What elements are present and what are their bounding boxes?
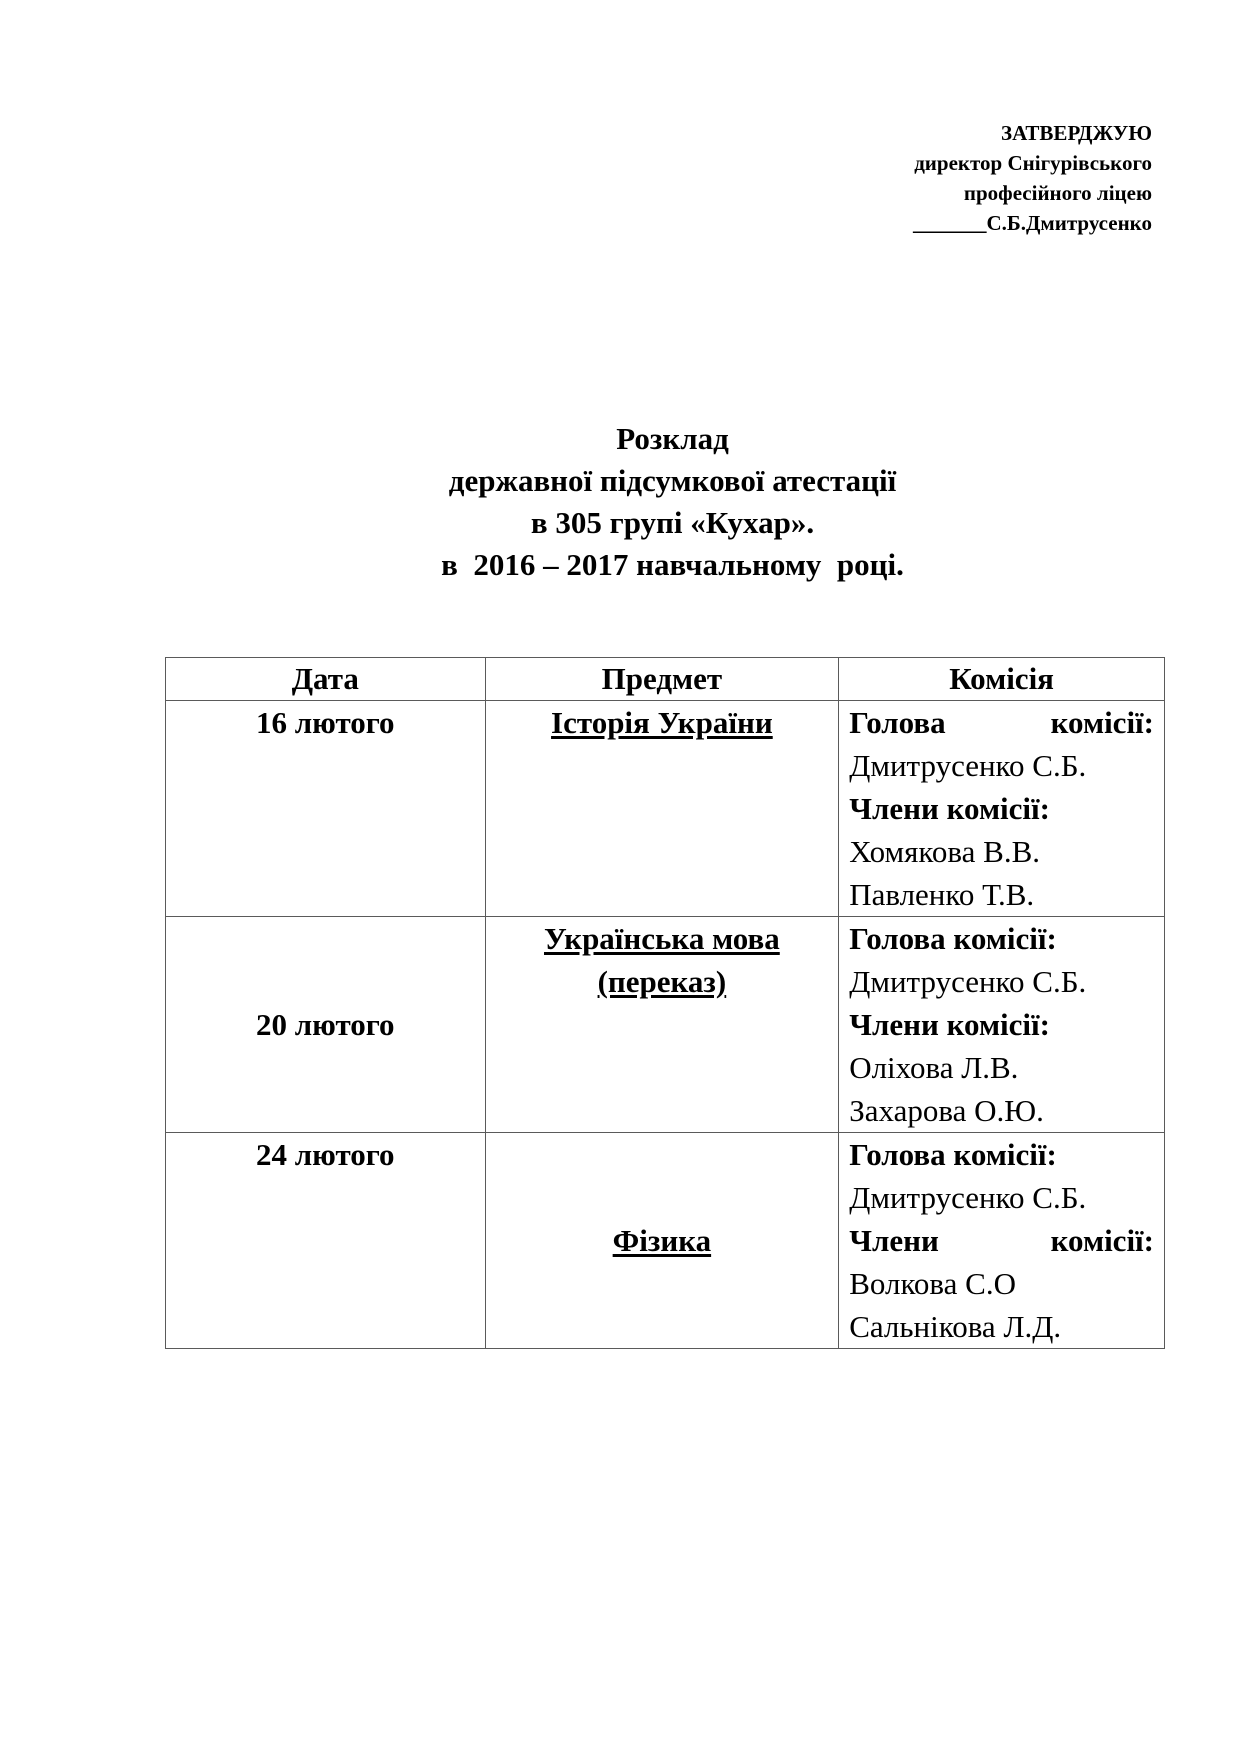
members-label: Члени комісії:	[849, 1007, 1050, 1042]
row-subject	[485, 917, 839, 1133]
member-name: Оліхова Л.В.	[849, 1050, 1019, 1085]
subject-text: (переказ)	[597, 964, 727, 999]
subject-text: Фізика	[612, 1223, 712, 1258]
row-date: 20 лютого	[166, 917, 486, 1133]
subject-text: Історія України	[551, 705, 773, 740]
chair-label	[849, 701, 1154, 744]
title-line-2: державної підсумкової атестації	[448, 463, 897, 498]
chair-name: Дмитрусенко С.Б.	[849, 964, 1087, 999]
table-row	[166, 1133, 1165, 1349]
approval-position: директор Снігурівського	[914, 151, 1152, 175]
member-name: Волкова С.О	[849, 1266, 1016, 1301]
chair-name: Дмитрусенко С.Б.	[849, 748, 1087, 783]
member-name: Сальнікова Л.Д.	[849, 1309, 1062, 1344]
members-label	[849, 1219, 1154, 1262]
approval-signature-line: _______С.Б.Дмитрусенко	[912, 211, 1152, 235]
row-date: 16 лютого	[166, 701, 486, 917]
member-name: Хомякова В.В.	[849, 834, 1041, 869]
approval-institution: професійного ліцею	[963, 181, 1152, 205]
approval-heading: ЗАТВЕРДЖУЮ	[1001, 121, 1152, 145]
row-subject	[485, 1133, 839, 1349]
row-commission	[839, 1133, 1165, 1349]
row-subject	[485, 701, 839, 917]
chair-name: Дмитрусенко С.Б.	[849, 1180, 1087, 1215]
chair-label-word: Голова	[849, 705, 946, 740]
title-line-1: Розклад	[616, 421, 729, 456]
schedule-table	[165, 657, 1165, 1349]
members-label: Члени комісії:	[849, 791, 1050, 826]
document-title	[0, 418, 1240, 586]
chair-label-word: комісії:	[1050, 705, 1154, 740]
subject-text: Українська мова	[544, 921, 780, 956]
chair-label: Голова комісії:	[849, 1137, 1057, 1172]
header-subject: Предмет	[485, 658, 839, 701]
title-line-3: в 305 групі «Кухар».	[530, 505, 815, 540]
row-commission	[839, 701, 1165, 917]
header-commission: Комісія	[839, 658, 1165, 701]
row-commission	[839, 917, 1165, 1133]
member-name: Павленко Т.В.	[849, 877, 1035, 912]
member-name: Захарова О.Ю.	[849, 1093, 1044, 1128]
table-header-row	[166, 658, 1165, 701]
approval-block	[832, 118, 1152, 238]
members-label-word: Члени	[849, 1223, 939, 1258]
row-date: 24 лютого	[166, 1133, 486, 1349]
table-row	[166, 701, 1165, 917]
title-line-4: в 2016 – 2017 навчальному році.	[441, 547, 904, 582]
members-label-word: комісії:	[1050, 1223, 1154, 1258]
table-row	[166, 917, 1165, 1133]
header-date: Дата	[166, 658, 486, 701]
chair-label: Голова комісії:	[849, 921, 1057, 956]
